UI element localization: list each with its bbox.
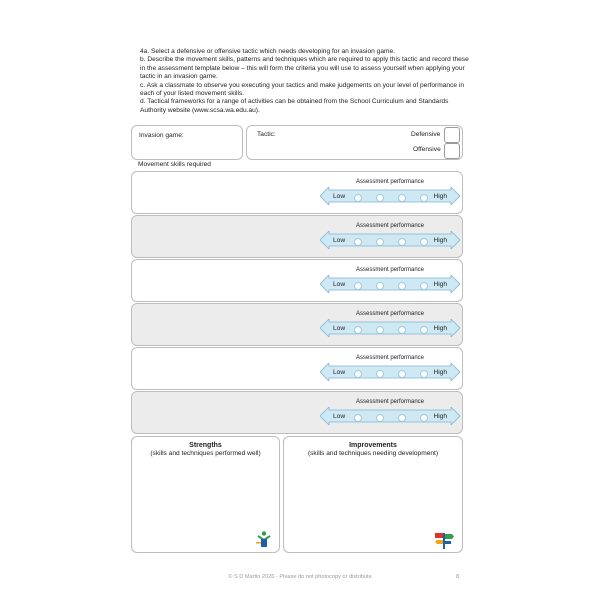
defensive-checkbox[interactable] [444,127,460,143]
assessment-scale[interactable] [320,268,460,292]
rating-option[interactable] [376,326,384,334]
rating-option[interactable] [420,326,428,334]
scale-caption: Assessment performance [355,311,425,317]
rating-option[interactable] [398,370,406,378]
signpost-logo-icon [434,530,454,550]
assessment-scale[interactable] [320,224,460,248]
scale-caption: Assessment performance [355,267,425,273]
rating-option[interactable] [354,282,362,290]
copyright-footer: © S D Martin 2026 - Please do not photocopy or distribute [228,574,372,580]
scale-low-label: Low [333,413,346,420]
strengths-panel[interactable] [131,436,280,553]
assessment-scale[interactable] [320,180,460,204]
rating-option[interactable] [420,282,428,290]
improvements-title: Improvements [349,442,397,449]
invasion-game-label: Invasion game: [139,132,184,139]
scale-caption: Assessment performance [355,179,425,185]
rating-option[interactable] [376,194,384,202]
invasion-game-box[interactable] [131,125,243,160]
instruction-a: 4a. Select a defensive or offensive tactic which needs developing for an invasion game. [140,48,395,55]
scale-high-label: High [433,281,447,288]
scale-low-label: Low [333,281,346,288]
tactic-label: Tactic: [257,131,276,138]
rating-option[interactable] [354,326,362,334]
rating-option[interactable] [354,370,362,378]
scale-caption: Assessment performance [355,223,425,229]
assessment-scale[interactable] [320,356,460,380]
instruction-b: b. Describe the movement skills, patterns and techniques which are required to apply this tactic and record these in the assessment template below – this will form the criteria you will use to assess yourself when applying your tactic in an invasion game. [140,56,469,81]
scale-low-label: Low [333,237,346,244]
rating-option[interactable] [354,414,362,422]
rating-option[interactable] [376,282,384,290]
accessibility-logo-icon [255,530,273,548]
scale-high-label: High [433,369,447,376]
rating-option[interactable] [398,194,406,202]
scale-caption: Assessment performance [355,399,425,405]
assessment-scale[interactable] [320,312,460,336]
strengths-subtitle: (skills and techniques performed well) [150,450,261,457]
scale-high-label: High [433,193,447,200]
rating-option[interactable] [420,370,428,378]
rating-option[interactable] [420,238,428,246]
offensive-checkbox[interactable] [444,143,460,159]
rating-option[interactable] [398,326,406,334]
scale-high-label: High [433,413,447,420]
rating-option[interactable] [398,282,406,290]
scale-caption: Assessment performance [355,355,425,361]
rating-option[interactable] [420,414,428,422]
defensive-label: Defensive [411,131,441,138]
assessment-scale[interactable] [320,400,460,424]
rating-option[interactable] [354,194,362,202]
rating-option[interactable] [376,370,384,378]
offensive-label: Offensive [413,146,441,153]
improvements-panel[interactable] [283,436,463,553]
rating-option[interactable] [398,414,406,422]
rating-option[interactable] [376,238,384,246]
scale-low-label: Low [333,325,346,332]
page-number: 8 [456,574,460,580]
scale-high-label: High [433,325,447,332]
rating-option[interactable] [354,238,362,246]
scale-low-label: Low [333,193,346,200]
movement-skills-label: Movement skills required [138,161,211,168]
improvements-subtitle: (skills and techniques needing development) [307,450,439,457]
instruction-d: d. Tactical frameworks for a range of activities can be obtained from the School Curriculum and Standards Authority website (www.scsa.wa.edu.au). [140,98,449,114]
strengths-title: Strengths [189,442,222,449]
instructions [140,48,470,115]
scale-high-label: High [433,237,447,244]
instruction-c: c. Ask a classmate to observe you executing your tactics and make judgements on your level of performance in each of your listed movement skills. [140,81,464,98]
rating-option[interactable] [398,238,406,246]
rating-option[interactable] [376,414,384,422]
rating-option[interactable] [420,194,428,202]
tactic-box[interactable] [246,125,463,160]
scale-low-label: Low [333,369,346,376]
